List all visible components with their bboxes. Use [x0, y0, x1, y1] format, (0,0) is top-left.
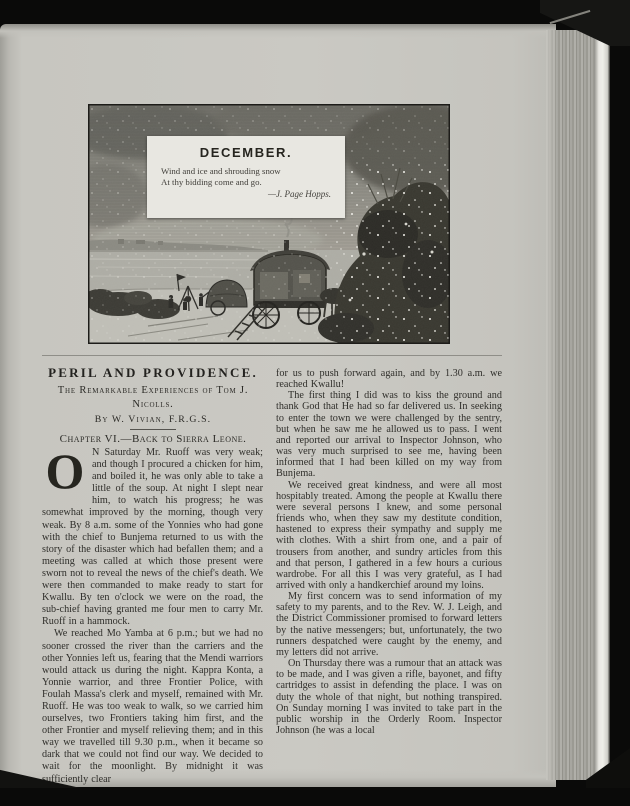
caption-attribution: —J. Page Hopps. [268, 189, 331, 199]
article-subtitle: The Remarkable Experiences of Tom J. Nicolls. [57, 385, 249, 410]
column-top-rule [42, 355, 502, 356]
paragraph: We received great kindness, and were all most hospitably treated. Among the people at Kwallu there were several persons I knew, and some personal friends who, when they saw my destitute condition, hastened to express their sympathy and supply me with clothes. With a shirt from one, and a pair of trousers from another, and sundry articles from this and that person, I gathered in a few hours a curious wardrobe. For all this I was very grateful, as I had arrived with only a handkerchief around my loins. [276, 479, 502, 591]
paragraph: O N Saturday Mr. Ruoff was very weak; and though I procured a chicken for him, and boiled it, he was only able to take a little of the soup. At night I slept near him, to watch his progress; he was somewhat improved by the morning, though very weak. By 8 a.m. some of the Yonnies who had gone with the chief to Bunjema returned to us with the story of the disaster which had befallen them; and a meeting was called at which those present were sworn not to reveal the news of the chief's death. We were then commanded to make ready to start for Kwallu. By ten o'clock we were on the road, the sub-chief having granted me four men to carry Mr. Ruoff in a hammock. [42, 443, 263, 628]
paragraph: My first concern was to send information of my safety to my parents, and to the Rev. W. J. Leigh, and the District Commissioner promised to forward letters by the native messengers; but, unfortunately, the two runners despatched were caught by the enemy, and my letters did not arrive. [276, 591, 502, 658]
december-illustration [88, 104, 450, 344]
bottom-background [0, 788, 630, 806]
fore-edge-highlight [594, 32, 610, 778]
article-title: PERIL AND PROVIDENCE. [48, 365, 258, 380]
caption-verse: Wind and ice and shrouding snow At thy bidding come and go. [161, 166, 281, 187]
paragraph: for us to push forward again, and by 1.30 a.m. we reached Kwallu! [276, 368, 502, 391]
chapter-heading: Chapter VI.—Back to Sierra Leone. [59, 433, 247, 445]
caption-card [147, 136, 345, 218]
article-byline: By W. Vivian, F.R.G.S. [94, 414, 212, 425]
caption-title: DECEMBER. [199, 145, 293, 160]
book-page [0, 24, 556, 787]
paragraph: On Thursday there was a rumour that an attack was to be made, and I was given a rifle, bayonet, and fifty cartridges to assist in defending the place. I was on duty the whole of that night, but nothing transpired. On Sunday morning I was invited to take part in the public worship in the Orderly Room. Inspector Johnson (he was a local [276, 658, 502, 736]
body-column-1 [42, 443, 263, 786]
paragraph: The first thing I did was to kiss the ground and thank God that He had so far delivered us. In seeking to enter the town we were challenged by the sentry, but when he saw me he allowed us to pass. I went and reported our arrival to Inspector Johnson, who was very much surprised to see me, having been informed that I had been killed on my way from Bunjema. [276, 390, 502, 480]
byline-rule [130, 429, 176, 430]
dropcap-initial: O [45, 443, 85, 499]
book-fore-edge-pages [546, 30, 596, 780]
body-column-2 [276, 368, 502, 736]
paragraph: We reached Mo Yamba at 6 p.m.; but we had no sooner crossed the river than the carriers and the other Yonnies left us, fearing that the Mendi warriors would attack us during the night. Kappra Konta, a Yonnie warrior, and three Frontier Police, with Foulah Massa's clerk and myself, remained with Mr. Ruoff. He was too weak to walk, so we carried him ourselves, two Frontiers taking him first, and the other Frontier and myself relieving them; and in this way we travelled till 9.30 p.m., when it became so dark that we could not find our way. We decided to wait for the moonlight. By midnight it was sufficiently clear [42, 628, 263, 785]
